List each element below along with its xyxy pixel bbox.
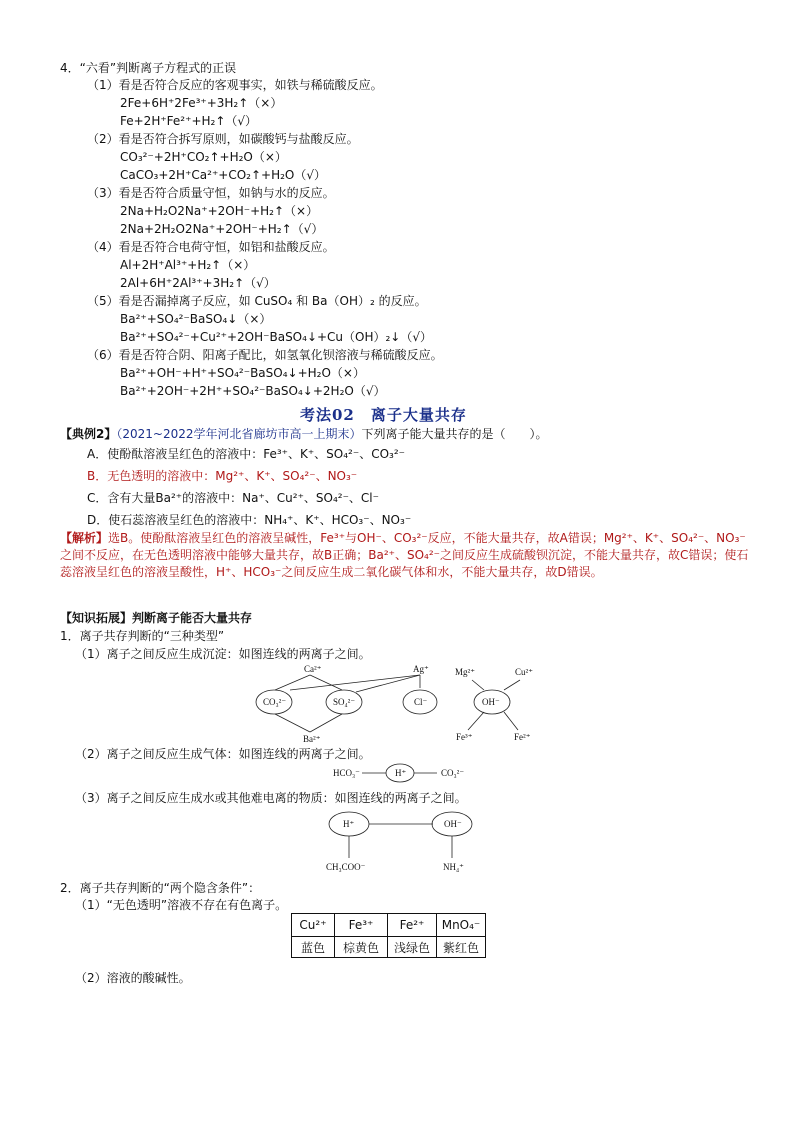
ion-so4: SO₄²⁻ — [333, 697, 356, 707]
ion-mg: Mg²⁺ — [455, 667, 475, 677]
rule-2-eq-right: CaCO₃+2H⁺Ca²⁺+CO₂↑+H₂O（√） — [120, 168, 327, 182]
table-cell: 浅绿色 — [388, 937, 437, 958]
table-row — [292, 914, 486, 937]
option-b: B．无色透明的溶液中：Mg²⁺、K⁺、SO₄²⁻、NO₃⁻ — [87, 469, 358, 483]
ion-hco3: HCO₃⁻ — [333, 768, 360, 778]
example-stem: 下列离子能大量共存的是（ ）。 — [361, 427, 548, 441]
example-source: （2021~2022学年河北省廊坊市高一上期末） — [116, 427, 362, 441]
ion-cu: Cu²⁺ — [515, 667, 533, 677]
option-d: D．使石蕊溶液呈红色的溶液中：NH₄⁺、K⁺、HCO₃⁻、NO₃⁻ — [87, 513, 412, 527]
table-cell: Fe²⁺ — [388, 914, 437, 937]
rule-6-label: （6）看是否符合阴、阳离子配比，如氢氧化钡溶液与稀硫酸反应。 — [87, 348, 443, 362]
table-cell: 蓝色 — [292, 937, 335, 958]
section4-title: 4．“六看”判断离子方程式的正误 — [60, 61, 237, 75]
rule-6-eq-wrong: Ba²⁺+OH⁻+H⁺+SO₄²⁻BaSO₄↓+H₂O（×） — [120, 366, 365, 380]
table-cell: Fe³⁺ — [335, 914, 388, 937]
gas-diagram — [333, 764, 464, 782]
rule-5-eq-right: Ba²⁺+SO₄²⁻+Cu²⁺+2OH⁻BaSO₄↓+Cu（OH）₂↓（√） — [120, 330, 433, 344]
example-tag: 【典例2】 — [60, 427, 117, 441]
knowledge-tag: 【知识拓展】 — [60, 611, 133, 625]
table-cell: Cu²⁺ — [292, 914, 335, 937]
ion-fe3: Fe³⁺ — [456, 732, 473, 742]
analysis-text: 选B。使酚酞溶液呈红色的溶液呈碱性，Fe³⁺与OH⁻、CO₃²⁻反应，不能大量共存，故A错误；Mg²⁺、K⁺、SO₄²⁻、NO₃⁻之间不反应，在无色透明溶液中能够大量共存，故B正确；Ba²⁺、SO₄²⁻之间反应生成硫酸钡沉淀，不能大量共存，故C错误；使石蕊溶液呈红色的溶液呈酸性，H⁺、HCO₃⁻之间反应生成二氧化碳气体和水，不能大量共存，故D错误。 — [60, 531, 749, 579]
ion-nh4: NH₄⁺ — [443, 862, 464, 872]
condition-1-text: （1）“无色透明”溶液不存在有色离子。 — [75, 898, 288, 912]
rule-1-eq-right: Fe+2H⁺Fe²⁺+H₂↑（√） — [120, 114, 258, 128]
rule-4-eq-wrong: Al+2H⁺Al³⁺+H₂↑（×） — [120, 258, 256, 272]
option-a: A．使酚酞溶液呈红色的溶液中：Fe³⁺、K⁺、SO₄²⁻、CO₃²⁻ — [87, 447, 405, 461]
ion-ba: Ba²⁺ — [303, 734, 321, 744]
ion-cl: Cl⁻ — [414, 697, 428, 707]
rule-5-eq-wrong: Ba²⁺+SO₄²⁻BaSO₄↓（×） — [120, 312, 272, 326]
ion-oh-water: OH⁻ — [444, 819, 462, 829]
ion-co3: CO₃²⁻ — [263, 697, 287, 707]
rule-2-label: （2）看是否符合拆写原则，如碳酸钙与盐酸反应。 — [87, 132, 359, 146]
rule-3-label: （3）看是否符合质量守恒，如钠与水的反应。 — [87, 186, 335, 200]
type-3-text: （3）离子之间反应生成水或其他难电离的物质：如图连线的两离子之间。 — [75, 791, 467, 805]
two-conditions-title: 2．离子共存判断的“两个隐含条件”： — [60, 881, 261, 895]
rule-3-eq-wrong: 2Na+H₂O2Na⁺+2OH⁻+H₂↑（×） — [120, 204, 319, 218]
rule-4-label: （4）看是否符合电荷守恒，如铝和盐酸反应。 — [87, 240, 335, 254]
rule-1-label: （1）看是否符合反应的客观事实，如铁与稀硫酸反应。 — [87, 78, 383, 92]
rule-1-eq-wrong: 2Fe+6H⁺2Fe³⁺+3H₂↑（×） — [120, 96, 283, 110]
rule-6-eq-right: Ba²⁺+2OH⁻+2H⁺+SO₄²⁻BaSO₄↓+2H₂O（√） — [120, 384, 386, 398]
table-cell: MnO₄⁻ — [437, 914, 486, 937]
type-2-text: （2）离子之间反应生成气体：如图连线的两离子之间。 — [75, 747, 371, 761]
three-types-title: 1．离子共存判断的“三种类型” — [60, 629, 225, 643]
option-c: C．含有大量Ba²⁺的溶液中：Na⁺、Cu²⁺、SO₄²⁻、Cl⁻ — [87, 491, 379, 505]
rule-4-eq-right: 2Al+6H⁺2Al³⁺+3H₂↑（√） — [120, 276, 276, 290]
ion-h-water: H⁺ — [343, 819, 355, 829]
ion-ag: Ag⁺ — [413, 664, 429, 674]
water-diagram — [326, 812, 472, 872]
knowledge-title: 判断离子能否大量共存 — [132, 611, 253, 625]
rule-2-eq-wrong: CO₃²⁻+2H⁺CO₂↑+H₂O（×） — [120, 150, 287, 164]
precipitation-diagram — [256, 664, 533, 744]
table-cell: 棕黄色 — [335, 937, 388, 958]
type-1-text: （1）离子之间反应生成沉淀：如图连线的两离子之间。 — [75, 647, 371, 661]
rule-5-label: （5）看是否漏掉离子反应，如 CuSO₄ 和 Ba（OH）₂ 的反应。 — [87, 294, 427, 308]
table-cell: 紫红色 — [437, 937, 486, 958]
ion-ca: Ca²⁺ — [304, 664, 322, 674]
ion-fe2: Fe²⁺ — [514, 732, 531, 742]
ion-oh: OH⁻ — [482, 697, 500, 707]
section-heading: 考法02 离子大量共存 — [300, 406, 467, 424]
colored-ions-table — [291, 913, 486, 958]
ion-h-gas: H⁺ — [395, 768, 407, 778]
ion-co3-gas: CO₃²⁻ — [441, 768, 465, 778]
table-row — [292, 937, 486, 958]
analysis-tag: 【解析】 — [60, 531, 109, 545]
ion-ch3coo: CH₃COO⁻ — [326, 862, 366, 872]
rule-3-eq-right: 2Na+2H₂O2Na⁺+2OH⁻+H₂↑（√） — [120, 222, 324, 236]
condition-2-text: （2）溶液的酸碱性。 — [75, 971, 191, 985]
